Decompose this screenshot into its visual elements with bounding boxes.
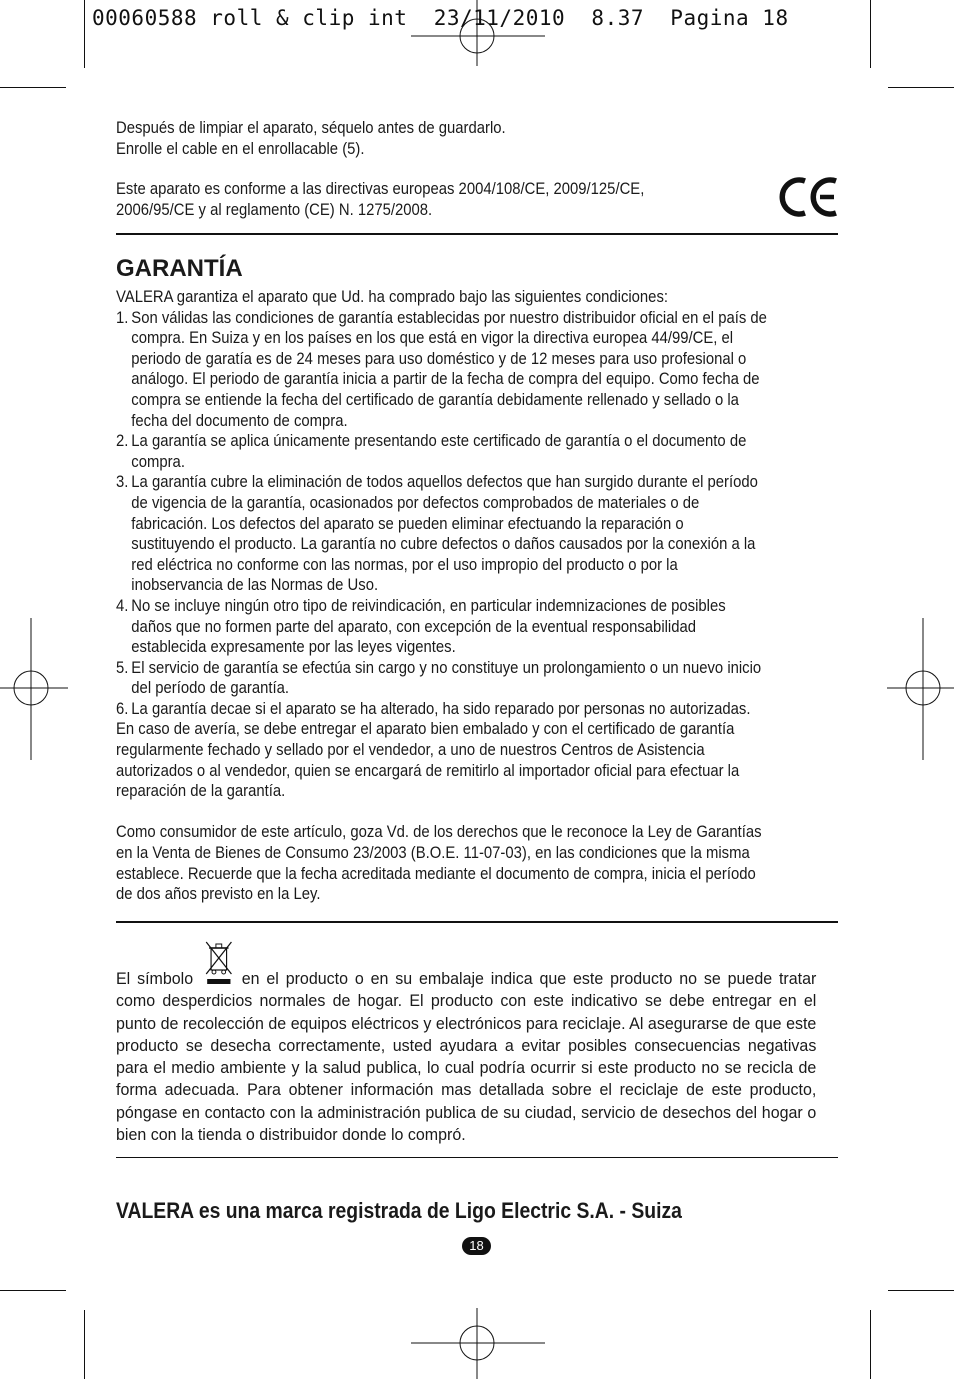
- warranty-conditions: [116, 308, 768, 720]
- condition-item: 4. No se incluye ningún otro tipo de reivindicación, en particular indemnizaciones de posibles daños que no formen parte del aparato, con excepción de la eventual responsabilidad establecida expresamente por las leyes vigentes.: [116, 596, 726, 657]
- brand-trademark-line: VALERA es una marca registrada de Ligo Electric S.A. - Suiza: [116, 1198, 682, 1223]
- care-line-1: Después de limpiar el aparato, séquelo antes de guardarlo.: [116, 119, 506, 137]
- registration-mark-right: [885, 618, 954, 760]
- disposal-prefix: El símbolo: [116, 970, 194, 988]
- disposal-notice: [116, 968, 816, 1146]
- condition-item: 6. La garantía decae si el aparato se ha alterado, ha sido reparado por personas no autorizadas.: [116, 699, 751, 718]
- conformity-line-2: 2006/95/CE y al reglamento (CE) N. 1275/2008.: [116, 200, 433, 219]
- conformity-statement: [116, 179, 701, 220]
- condition-item: 5. El servicio de garantía se efectúa sin cargo y no constituye un prolongamiento o un nuevo inicio del período de garantía.: [116, 658, 762, 698]
- conformity-line-1: Este aparato es conforme a las directivas europeas 2004/108/CE, 2009/125/CE,: [116, 180, 645, 198]
- condition-item: 3. La garantía cubre la eliminación de todos aquellos defectos que han surgido durante el período de vigencia de la garantía, ocasionados por defectos comprobados de materiales o de fabricación. Los defectos del aparato se pueden eliminar efectuando la reparación o sustituyendo el producto. La garantía no cubre defectos o daños causados por la conexión a la red eléctrica no conforme con las normas, por el uso impropio del producto o por la inobservancia de las Normas de Uso.: [116, 473, 758, 595]
- care-instructions: [116, 118, 768, 159]
- care-line-2: Enrolle el cable en el enrollacable (5).: [116, 139, 365, 158]
- breakdown-paragraph: En caso de avería, se debe entregar el aparato bien embalado y con el certificado de garantía regularmente fechado y sellado por el vendedor, a uno de nuestros Centros de Asistencia autorizados o al vendedor, quien se encargará de remitirlo al importador oficial para efectuar la reparación de la garantía.: [116, 720, 740, 801]
- divider-1: [116, 233, 838, 235]
- divider-2: [116, 921, 838, 923]
- disposal-text: en el producto o en su embalaje indica que este producto no se puede tratar como desperdicios normales de hogar. El producto con este indicativo se debe entregar en el punto de recolección de equipos eléctricos y electrónicos para reciclaje. Al asegurarse de que este producto se desecha correctamente, usted ayudara a evitar posibles consecuencias negativas para el medio ambiente y la salud publica, lo cual podría ocurrir si este producto no se recicla de forma adecuada. Para obtener información mas detallada sobre el reciclaje de este producto, póngase en contacto con la administración publica de su ciudad, servicio de desechos del hogar o bien con la tienda o distribuidor donde lo compró.: [116, 970, 817, 1145]
- registration-mark-bottom: [405, 1308, 549, 1379]
- crossed-bin-icon: [200, 968, 235, 990]
- condition-item: 2. La garantía se aplica únicamente presentando este certificado de garantía o el documento de compra.: [116, 432, 747, 471]
- registration-mark-left: [0, 618, 70, 760]
- page-number-badge: 18: [462, 1237, 491, 1255]
- condition-item: 1. Son válidas las condiciones de garantía establecidas por nuestro distribuidor oficial en el país de compra. En Suiza y en los países en los que está en vigor la directiva europea 44/99/CE, el periodo de garatía es de 24 meses para uso doméstico y de 12 meses para uso profesional o análogo. El periodo de garantía inicia a partir de la fecha de compra del equipo. Como fecha de compra se entiende la fecha del certificado de garantía debidamente rellenado y sellado o la fecha del documento de compra.: [116, 308, 767, 430]
- print-slug: 00060588 roll & clip int 23/11/2010 8.37 Pagina 18: [92, 6, 789, 30]
- warranty-body: [116, 287, 768, 905]
- ce-mark-icon: [776, 173, 842, 221]
- consumer-rights-paragraph: Como consumidor de este artículo, goza Vd. de los derechos que le reconoce la Ley de Garantías en la Venta de Bienes de Consumo 23/2003 (B.O.E. 11-07-03), en las condiciones que la misma establece. Recuerde que la fecha acreditada mediante el documento de compra, inicia el período de dos años previsto en la Ley.: [116, 823, 762, 904]
- registration-mark-top: [405, 0, 549, 70]
- divider-3: [116, 1157, 838, 1158]
- warranty-intro: VALERA garantiza el aparato que Ud. ha comprado bajo las siguientes condiciones:: [116, 288, 668, 306]
- warranty-heading: GARANTÍA: [116, 255, 243, 282]
